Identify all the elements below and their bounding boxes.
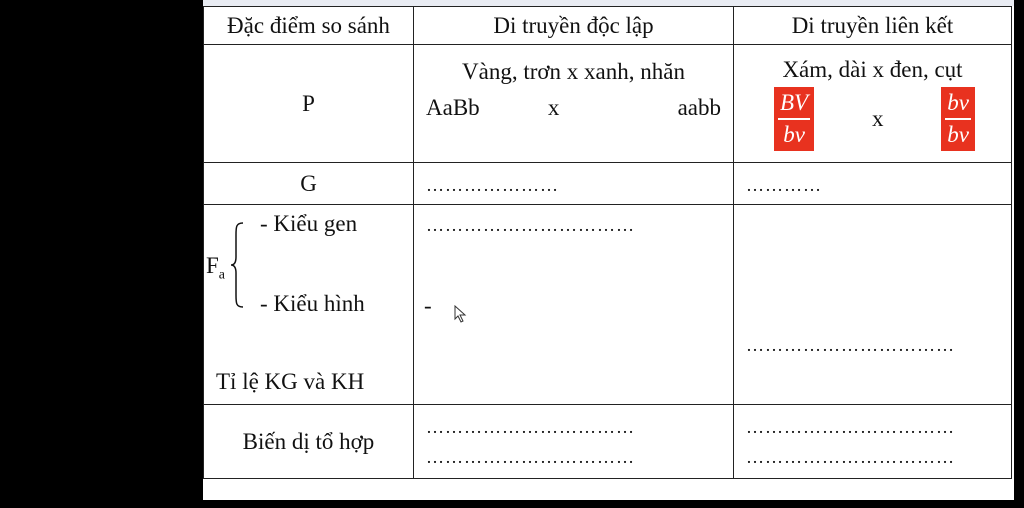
header-linked: Di truyền liên kết	[734, 7, 1012, 45]
recombination-linked-cell	[734, 405, 1012, 479]
genotype-aabb-het: AaBb	[426, 94, 480, 120]
fa-symbol	[206, 253, 225, 284]
genotype-label: - Kiểu gen	[260, 211, 358, 236]
p-linked-genotypes	[734, 83, 1011, 155]
fraction-denominator: bv	[783, 121, 805, 147]
recombination-label: Biến dị tổ hợp	[204, 405, 414, 479]
fa-linked-wrapper	[734, 205, 1011, 404]
fraction-bv-over-bv-left	[774, 87, 814, 151]
g-label: G	[204, 163, 414, 205]
g-independent-cell	[414, 163, 734, 205]
blank-line: ……………………………	[426, 215, 635, 235]
fraction-bv-over-bv-right	[941, 87, 975, 151]
genotype-aabb-hom: aabb	[677, 94, 721, 120]
p-row	[204, 45, 1012, 163]
fraction-numerator: BV	[778, 88, 810, 120]
g-linked-cell	[734, 163, 1012, 205]
fa-row	[204, 205, 1012, 405]
fa-label-wrapper	[204, 205, 413, 404]
fa-independent-wrapper	[414, 205, 733, 404]
header-row	[204, 7, 1012, 45]
recombination-row	[204, 405, 1012, 479]
comparison-table	[203, 6, 1012, 479]
blank-line: …………	[746, 174, 822, 195]
g-row	[204, 163, 1012, 205]
f-subscript: a	[218, 267, 226, 283]
blank-line: ……………………………	[746, 416, 955, 437]
dash-marker: -	[424, 293, 432, 318]
mouse-cursor-icon	[454, 305, 468, 323]
p-independent-cell	[414, 45, 734, 163]
blank-line: ……………………………	[746, 446, 955, 467]
header-feature: Đặc điểm so sánh	[204, 7, 414, 45]
blank-line: ……………………………	[746, 335, 955, 355]
ratio-label: Tỉ lệ KG và KH	[216, 369, 365, 394]
fraction-denominator: bv	[947, 121, 969, 147]
p-independent-genotypes	[414, 85, 733, 121]
p-independent-phenotype: Vàng, trơn x xanh, nhăn	[462, 58, 685, 84]
fa-independent-cell	[414, 205, 734, 405]
blank-line: ……………………………	[426, 416, 635, 437]
p-linked-cell	[734, 45, 1012, 163]
fa-label-cell	[204, 205, 414, 405]
cross-sign: x	[871, 105, 884, 131]
curly-brace-icon	[230, 221, 244, 309]
f-letter: F	[206, 253, 219, 278]
blank-line: ……………………………	[426, 446, 635, 467]
p-linked-phenotype: Xám, dài x đen, cụt	[782, 56, 963, 82]
p-label: P	[204, 45, 414, 163]
fraction-numerator: bv	[945, 88, 971, 120]
fa-linked-cell	[734, 205, 1012, 405]
recombination-independent-cell	[414, 405, 734, 479]
header-independent: Di truyền độc lập	[414, 7, 734, 45]
phenotype-label: - Kiểu hình	[260, 291, 365, 316]
blank-line: …………………	[426, 174, 559, 195]
cross-sign: x	[547, 94, 560, 120]
